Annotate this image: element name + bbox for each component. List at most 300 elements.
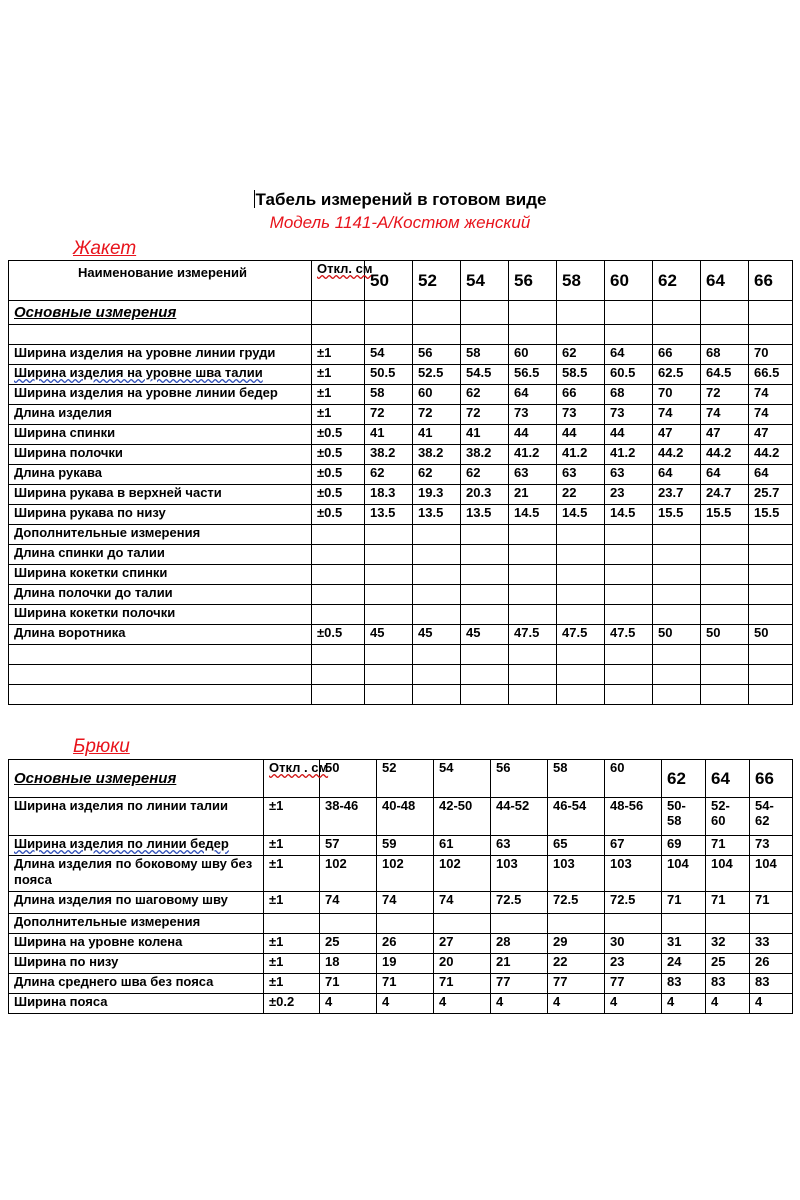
jacket-table-row-value: 52.5 [413,365,461,385]
jacket-table-row-value: 70 [749,345,793,365]
trousers-table-row-value: 71 [662,892,706,914]
trousers-table-row-tolerance: ±1 [264,856,320,892]
trousers-table-row-value: 25 [320,934,377,954]
trousers-table-row-value: 26 [750,954,793,974]
jacket-table [8,260,793,705]
trousers-table-row-name: Дополнительные измерения [9,914,264,934]
jacket-table-row-value: 68 [605,385,653,405]
trousers-table-row-value: 74 [320,892,377,914]
trousers-table-row [9,994,793,1014]
jacket-table-row-value: 44 [509,425,557,445]
trousers-table-row-value: 61 [434,836,491,856]
trousers-table-row-value: 46-54 [548,798,605,836]
jacket-table-row-value: 66.5 [749,365,793,385]
jacket-blank-row [9,645,793,665]
jacket-table-row-value: 58 [461,345,509,365]
jacket-size-header: 64 [701,261,749,301]
jacket-blank-row [9,325,793,345]
jacket-table-row-value: 70 [653,385,701,405]
jacket-table-row-value: 63 [557,465,605,485]
jacket-table-row-value: 20.3 [461,485,509,505]
trousers-table-row-value: 103 [548,856,605,892]
trousers-table-row-name: Длина изделия по шаговому шву [9,892,264,914]
jacket-table-row-value: 56 [413,345,461,365]
jacket-table-row-value: 66 [653,345,701,365]
trousers-table-row-name: Ширина изделия по линии бедер [9,836,264,856]
trousers-table-row-value: 52- 60 [706,798,750,836]
trousers-size-header: 56 [491,760,548,798]
trousers-table-row-tolerance: ±0.2 [264,994,320,1014]
jacket-table-row-tolerance: ±0.5 [312,485,365,505]
trousers-size-header: 66 [750,760,793,798]
trousers-table-row-value: 59 [377,836,434,856]
jacket-table-row-value [653,565,701,585]
trousers-table-row-tolerance: ±1 [264,836,320,856]
jacket-table-row-tolerance: ±0.5 [312,465,365,485]
jacket-table-row-value [461,605,509,625]
jacket-section-row [9,301,793,325]
jacket-table-row-value: 62.5 [653,365,701,385]
trousers-table-row-value: 40-48 [377,798,434,836]
jacket-table-row-value [509,545,557,565]
trousers-table-row-value: 63 [491,836,548,856]
trousers-table-row-value [548,914,605,934]
jacket-table-row-value: 41 [365,425,413,445]
jacket-table-row-value: 18.3 [365,485,413,505]
jacket-table-row [9,465,793,485]
jacket-table-row-value: 47.5 [509,625,557,645]
jacket-table-row-value: 38.2 [413,445,461,465]
trousers-table-row-value: 4 [320,994,377,1014]
trousers-table-row-name: Ширина пояса [9,994,264,1014]
jacket-table-row-value: 50 [653,625,701,645]
jacket-table-row-value [557,545,605,565]
trousers-table-row-value: 22 [548,954,605,974]
trousers-table-row-value: 4 [605,994,662,1014]
trousers-table-row-value [377,914,434,934]
trousers-table-row-value: 26 [377,934,434,954]
jacket-size-header: 62 [653,261,701,301]
jacket-table-row-value: 15.5 [749,505,793,525]
jacket-table-row-name: Дополнительные измерения [9,525,312,545]
jacket-table-row-value [509,585,557,605]
trousers-size-header: 60 [605,760,662,798]
jacket-table-row-value: 25.7 [749,485,793,505]
trousers-table-row [9,892,793,914]
trousers-table-row-value: 71 [750,892,793,914]
jacket-table-row-value: 72 [461,405,509,425]
trousers-table-row-value: 50- 58 [662,798,706,836]
trousers-table-row [9,954,793,974]
trousers-table-row-value: 77 [605,974,662,994]
trousers-table-row [9,974,793,994]
jacket-table-row-value: 23.7 [653,485,701,505]
jacket-table-row-value: 62 [461,465,509,485]
trousers-table-row-value: 72.5 [491,892,548,914]
jacket-table-row-value: 15.5 [653,505,701,525]
jacket-table-row [9,625,793,645]
trousers-table-row-value: 71 [320,974,377,994]
jacket-table-row-name: Ширина рукава по низу [9,505,312,525]
trousers-table-row-value [750,914,793,934]
trousers-table-row-value: 54- 62 [750,798,793,836]
jacket-table-row [9,405,793,425]
jacket-table-row-value [413,545,461,565]
jacket-table-row-value [749,545,793,565]
trousers-table-row-value: 23 [605,954,662,974]
jacket-table-row-value: 56.5 [509,365,557,385]
jacket-table-row-tolerance: ±0.5 [312,445,365,465]
jacket-table-row-value [701,565,749,585]
jacket-table-row [9,545,793,565]
jacket-table-row [9,605,793,625]
trousers-table-row-value: 67 [605,836,662,856]
jacket-table-row-value: 41.2 [557,445,605,465]
trousers-table-row-value: 71 [706,892,750,914]
trousers-table-row-value: 65 [548,836,605,856]
jacket-table-row-name: Ширина рукава в верхней части [9,485,312,505]
jacket-table-row-value: 64 [605,345,653,365]
trousers-table-row-value [605,914,662,934]
jacket-table-row-value: 64 [509,385,557,405]
trousers-table-row-value: 30 [605,934,662,954]
trousers-table-row-value: 4 [662,994,706,1014]
trousers-table-row-value: 83 [662,974,706,994]
jacket-table-row-name: Ширина изделия на уровне линии бедер [9,385,312,405]
jacket-table-row-value: 50.5 [365,365,413,385]
jacket-table-row-value: 68 [701,345,749,365]
jacket-size-header: 60 [605,261,653,301]
trousers-table-row-value: 42-50 [434,798,491,836]
jacket-table-row-value: 14.5 [509,505,557,525]
trousers-table-row-tolerance: ±1 [264,892,320,914]
jacket-table-row-value [749,525,793,545]
jacket-table-row-value: 73 [605,405,653,425]
page-subtitle: Модель 1141-А/Костюм женский [269,213,531,232]
trousers-table-row-value: 18 [320,954,377,974]
jacket-table-row-value: 64 [653,465,701,485]
jacket-table-row-tolerance: ±0.5 [312,625,365,645]
jacket-table-row-value [605,525,653,545]
jacket-table-row-value [365,605,413,625]
trousers-table-row-value: 71 [706,836,750,856]
trousers-table-row-value: 38-46 [320,798,377,836]
jacket-table-row-value [749,605,793,625]
jacket-table-row-value: 41.2 [509,445,557,465]
jacket-table-row-name: Длина рукава [9,465,312,485]
jacket-table-row-value: 63 [605,465,653,485]
jacket-table-row-value: 72 [701,385,749,405]
jacket-table-row-value [509,525,557,545]
jacket-table-row-tolerance [312,565,365,585]
jacket-table-row-value: 66 [557,385,605,405]
jacket-table-row [9,485,793,505]
trousers-table-row-value: 33 [750,934,793,954]
trousers-table-row [9,934,793,954]
jacket-table-row-value: 22 [557,485,605,505]
page-title: Табель измерений в готовом виде [255,190,547,209]
jacket-table-row-value: 23 [605,485,653,505]
trousers-table-row-tolerance: ±1 [264,934,320,954]
jacket-table-row-value [413,565,461,585]
jacket-table-row-tolerance [312,545,365,565]
jacket-table-row-value: 45 [413,625,461,645]
jacket-table-row-value: 72 [413,405,461,425]
jacket-table-row-value: 47 [701,425,749,445]
jacket-size-header: 54 [461,261,509,301]
jacket-table-row-value: 73 [509,405,557,425]
jacket-table-row-name: Длина полочки до талии [9,585,312,605]
trousers-table-row-value: 21 [491,954,548,974]
jacket-table-row [9,365,793,385]
trousers-table-row-value: 20 [434,954,491,974]
jacket-table-row-tolerance [312,525,365,545]
trousers-table-row-value: 44-52 [491,798,548,836]
trousers-table-row [9,914,793,934]
jacket-table-row-value [605,605,653,625]
trousers-table-row-value: 29 [548,934,605,954]
jacket-table-row-name: Ширина кокетки спинки [9,565,312,585]
trousers-table-row-value: 69 [662,836,706,856]
jacket-table-row-value: 47 [653,425,701,445]
jacket-table-row-tolerance: ±1 [312,405,365,425]
trousers-table-row-value: 31 [662,934,706,954]
jacket-table-row-name: Длина воротника [9,625,312,645]
trousers-header-row [9,760,793,798]
trousers-table-row-value: 102 [434,856,491,892]
jacket-table-row-tolerance: ±0.5 [312,505,365,525]
jacket-table-row-value: 45 [365,625,413,645]
jacket-table-row-value: 64.5 [701,365,749,385]
jacket-table-row-value [749,585,793,605]
jacket-table-row [9,505,793,525]
trousers-table-row-value [662,914,706,934]
jacket-table-row-value [605,565,653,585]
jacket-table-row-value: 62 [365,465,413,485]
jacket-table-row-value: 13.5 [413,505,461,525]
jacket-table-row-value [653,605,701,625]
jacket-table-row-value: 14.5 [605,505,653,525]
jacket-table-row-name: Ширина изделия на уровне шва талии [9,365,312,385]
trousers-size-header: 50 [320,760,377,798]
jacket-table-row-tolerance: ±1 [312,385,365,405]
trousers-table-row-value: 77 [491,974,548,994]
jacket-table-row-value [365,565,413,585]
jacket-table-row-value [653,525,701,545]
jacket-size-header: 56 [509,261,557,301]
jacket-table-row-tolerance: ±1 [312,345,365,365]
jacket-table-row-value: 41.2 [605,445,653,465]
trousers-size-header: 54 [434,760,491,798]
jacket-section-main: Основные измерения [9,301,312,325]
trousers-table-row-tolerance [264,914,320,934]
trousers-table-row-value [491,914,548,934]
jacket-table-row-value: 54.5 [461,365,509,385]
jacket-table-row-value [365,525,413,545]
trousers-table-row-value: 72.5 [605,892,662,914]
jacket-table-row-tolerance: ±0.5 [312,425,365,445]
trousers-col-tol: Откл . см [264,760,320,798]
jacket-table-row-value: 13.5 [461,505,509,525]
jacket-table-row-value: 44 [605,425,653,445]
jacket-table-row-value [605,585,653,605]
trousers-table-row-name: Ширина на уровне колена [9,934,264,954]
jacket-table-row [9,345,793,365]
jacket-blank-row [9,665,793,685]
trousers-table-row-value: 4 [434,994,491,1014]
jacket-table-row-name: Ширина кокетки полочки [9,605,312,625]
jacket-table-row-value: 60 [509,345,557,365]
trousers-table-row-value: 73 [750,836,793,856]
trousers-table-row-name: Ширина по низу [9,954,264,974]
jacket-table-row-name: Ширина изделия на уровне линии груди [9,345,312,365]
trousers-table-row-value [434,914,491,934]
trousers-table-row-value: 27 [434,934,491,954]
jacket-size-header: 52 [413,261,461,301]
jacket-table-row-value [749,565,793,585]
jacket-table-row-value: 44 [557,425,605,445]
trousers-table-row-value: 4 [548,994,605,1014]
trousers-table-row-value [320,914,377,934]
jacket-table-row-value: 13.5 [365,505,413,525]
jacket-table-row-value: 38.2 [461,445,509,465]
jacket-table-row-name: Ширина спинки [9,425,312,445]
jacket-table-row-value: 47.5 [605,625,653,645]
jacket-table-row-value: 38.2 [365,445,413,465]
trousers-size-header: 64 [706,760,750,798]
jacket-table-row-value: 64 [701,465,749,485]
trousers-table-row-value: 103 [491,856,548,892]
jacket-table-row-value: 24.7 [701,485,749,505]
jacket-table-row-value [557,565,605,585]
jacket-table-row-value [557,525,605,545]
jacket-table-row-tolerance: ±1 [312,365,365,385]
jacket-table-row-value [509,605,557,625]
jacket-table-row-value: 62 [413,465,461,485]
jacket-table-row-name: Ширина полочки [9,445,312,465]
jacket-table-row [9,585,793,605]
jacket-col-name: Наименование измерений [9,261,312,301]
trousers-table-row-tolerance: ±1 [264,954,320,974]
trousers-table-row-value: 4 [750,994,793,1014]
jacket-table-row-value [701,585,749,605]
jacket-table-row-value [557,585,605,605]
trousers-section-main: Основные измерения [9,760,264,798]
trousers-table-row-value: 28 [491,934,548,954]
jacket-table-row [9,385,793,405]
jacket-table-row-value: 21 [509,485,557,505]
jacket-table-row-value: 62 [461,385,509,405]
trousers-table-row-value: 71 [434,974,491,994]
trousers-table-row-value: 25 [706,954,750,974]
trousers-size-header: 58 [548,760,605,798]
trousers-table-row-value: 74 [377,892,434,914]
trousers-table-row-value: 74 [434,892,491,914]
jacket-table-row-value: 73 [557,405,605,425]
jacket-size-header: 50 [365,261,413,301]
jacket-size-header: 58 [557,261,605,301]
jacket-table-row-value: 41 [461,425,509,445]
jacket-table-row-name: Длина изделия [9,405,312,425]
jacket-table-row-value: 58.5 [557,365,605,385]
trousers-table-row-name: Длина среднего шва без пояса [9,974,264,994]
jacket-table-row-value [461,545,509,565]
trousers-table-row-value: 71 [377,974,434,994]
trousers-size-header: 52 [377,760,434,798]
trousers-table-row-value: 4 [706,994,750,1014]
trousers-table-row-value: 104 [662,856,706,892]
trousers-table-row-value: 83 [706,974,750,994]
jacket-table-row-value: 60 [413,385,461,405]
trousers-label: Брюки [73,736,130,757]
jacket-table-row-value: 72 [365,405,413,425]
jacket-table-row-value: 58 [365,385,413,405]
jacket-table-row-name: Длина спинки до талии [9,545,312,565]
trousers-table-row-value: 57 [320,836,377,856]
jacket-table-row-value: 74 [749,385,793,405]
jacket-table-row-value [461,585,509,605]
jacket-table-row-value: 14.5 [557,505,605,525]
jacket-table-row [9,525,793,545]
jacket-table-row [9,445,793,465]
jacket-table-row-value [365,585,413,605]
jacket-table-row-value: 64 [749,465,793,485]
jacket-table-row-value: 45 [461,625,509,645]
trousers-table-row [9,798,793,836]
jacket-table-row-value [605,545,653,565]
trousers-table-row-value: 48-56 [605,798,662,836]
jacket-table-row-value: 15.5 [701,505,749,525]
trousers-table-row-value: 102 [320,856,377,892]
trousers-table [8,759,793,1014]
jacket-table-row-value: 41 [413,425,461,445]
trousers-table-row-value: 4 [377,994,434,1014]
text-cursor [254,190,255,208]
jacket-table-row-value: 19.3 [413,485,461,505]
trousers-table-row-value: 104 [750,856,793,892]
trousers-table-row-tolerance: ±1 [264,974,320,994]
jacket-table-row-value [653,545,701,565]
trousers-table-row-value: 72.5 [548,892,605,914]
jacket-table-row [9,565,793,585]
trousers-table-row-value: 24 [662,954,706,974]
jacket-header-row [9,261,793,301]
jacket-table-row-value: 74 [653,405,701,425]
jacket-table-row-value [701,525,749,545]
jacket-table-row-value [413,585,461,605]
jacket-table-row-value: 47.5 [557,625,605,645]
jacket-table-row-value [653,585,701,605]
jacket-table-row-value: 50 [749,625,793,645]
trousers-size-header: 62 [662,760,706,798]
jacket-table-row-value: 44.2 [701,445,749,465]
jacket-table-row-value [365,545,413,565]
trousers-table-row-value: 83 [750,974,793,994]
trousers-table-row-value: 77 [548,974,605,994]
jacket-table-row-value [461,565,509,585]
trousers-table-row-name: Ширина изделия по линии талии [9,798,264,836]
trousers-table-row-value: 104 [706,856,750,892]
jacket-table-row-value [701,545,749,565]
jacket-table-row-tolerance [312,605,365,625]
jacket-table-row-value [461,525,509,545]
jacket-table-row-value: 50 [701,625,749,645]
trousers-table-row-value [706,914,750,934]
jacket-table-row-value: 74 [749,405,793,425]
jacket-table-row-value [557,605,605,625]
trousers-table-row-value: 32 [706,934,750,954]
jacket-table-row-value [509,565,557,585]
